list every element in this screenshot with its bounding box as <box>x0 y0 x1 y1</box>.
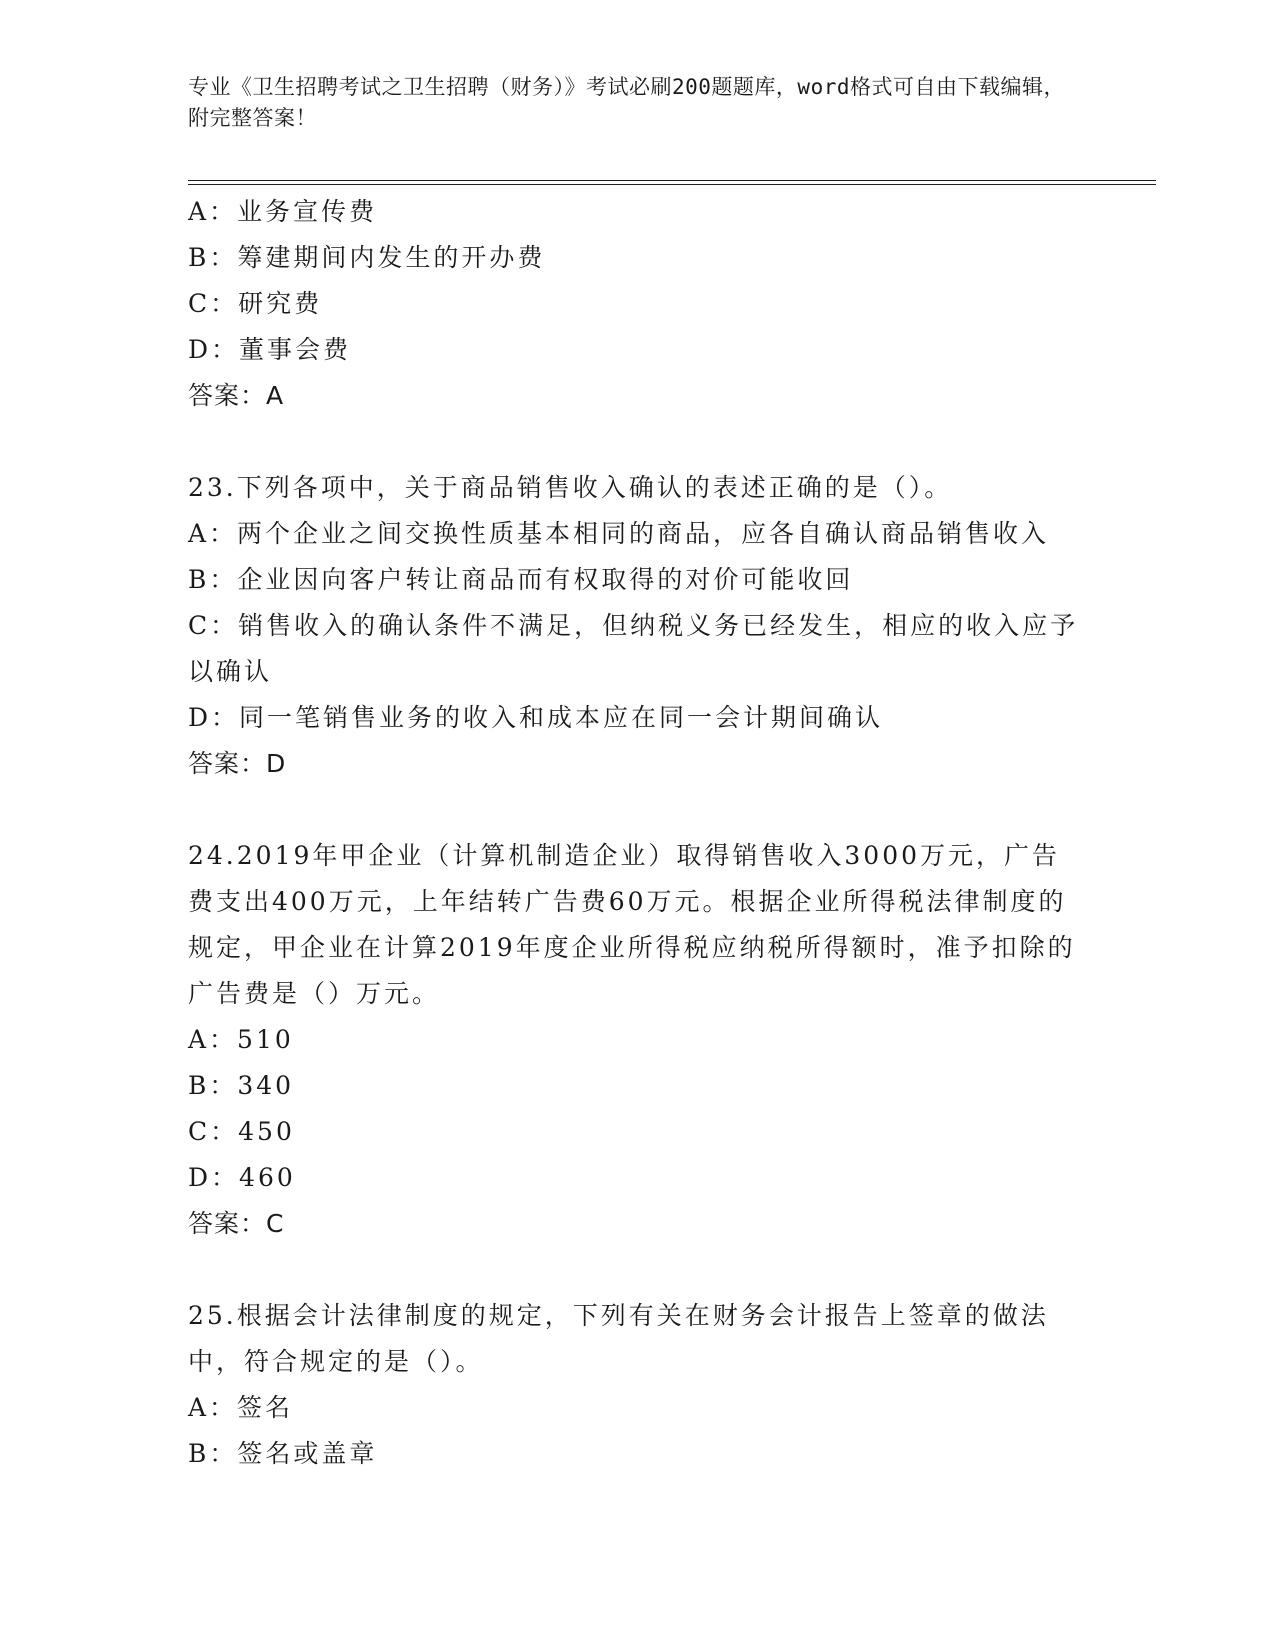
question-25 <box>188 1293 1080 1477</box>
option-a: A：两个企业之间交换性质基本相同的商品，应各自确认商品销售收入 <box>188 519 1050 548</box>
header-divider-top <box>188 180 1156 181</box>
option-b: B：签名或盖章 <box>188 1439 378 1468</box>
option-c: C：研究费 <box>188 289 323 318</box>
document-header <box>188 72 1068 134</box>
option-c: C：销售收入的确认条件不满足，但纳税义务已经发生，相应的收入应予以确认 <box>188 611 1079 686</box>
answer-22: 答案：A <box>188 381 285 410</box>
question-content <box>188 189 1080 1477</box>
question-23 <box>188 465 1080 787</box>
option-d: D：同一笔销售业务的收入和成本应在同一会计期间确认 <box>188 703 884 732</box>
question-24 <box>188 833 1080 1247</box>
spacer <box>188 787 1080 833</box>
question-22-options <box>188 189 1080 419</box>
option-d: D：董事会费 <box>188 335 352 364</box>
header-divider-bottom <box>188 184 1156 185</box>
question-25-text: 25.根据会计法律制度的规定，下列有关在财务会计报告上签章的做法中，符合规定的是（）。 <box>188 1301 1049 1376</box>
question-24-text: 24.2019年甲企业（计算机制造企业）取得销售收入3000万元，广告费支出400万元，上年结转广告费60万元。根据企业所得税法律制度的规定，甲企业在计算2019年度企业所得税应纳税所得额时，准予扣除的广告费是（）万元。 <box>188 841 1076 1008</box>
option-a: A：业务宣传费 <box>188 197 378 226</box>
header-text: 专业《卫生招聘考试之卫生招聘（财务）》考试必刷200题题库，word格式可自由下载编辑，附完整答案！ <box>188 75 1065 130</box>
option-b: B：企业因向客户转让商品而有权取得的对价可能收回 <box>188 565 854 594</box>
option-a: A：510 <box>188 1025 294 1054</box>
option-c: C：450 <box>188 1117 295 1146</box>
option-b: B：340 <box>188 1071 295 1100</box>
spacer <box>188 1247 1080 1293</box>
option-d: D：460 <box>188 1163 296 1192</box>
option-b: B：筹建期间内发生的开办费 <box>188 243 546 272</box>
option-a: A：签名 <box>188 1393 294 1422</box>
answer-23: 答案：D <box>188 749 287 778</box>
spacer <box>188 419 1080 465</box>
question-23-text: 23.下列各项中，关于商品销售收入确认的表述正确的是（）。 <box>188 473 953 502</box>
answer-24: 答案：C <box>188 1209 285 1238</box>
